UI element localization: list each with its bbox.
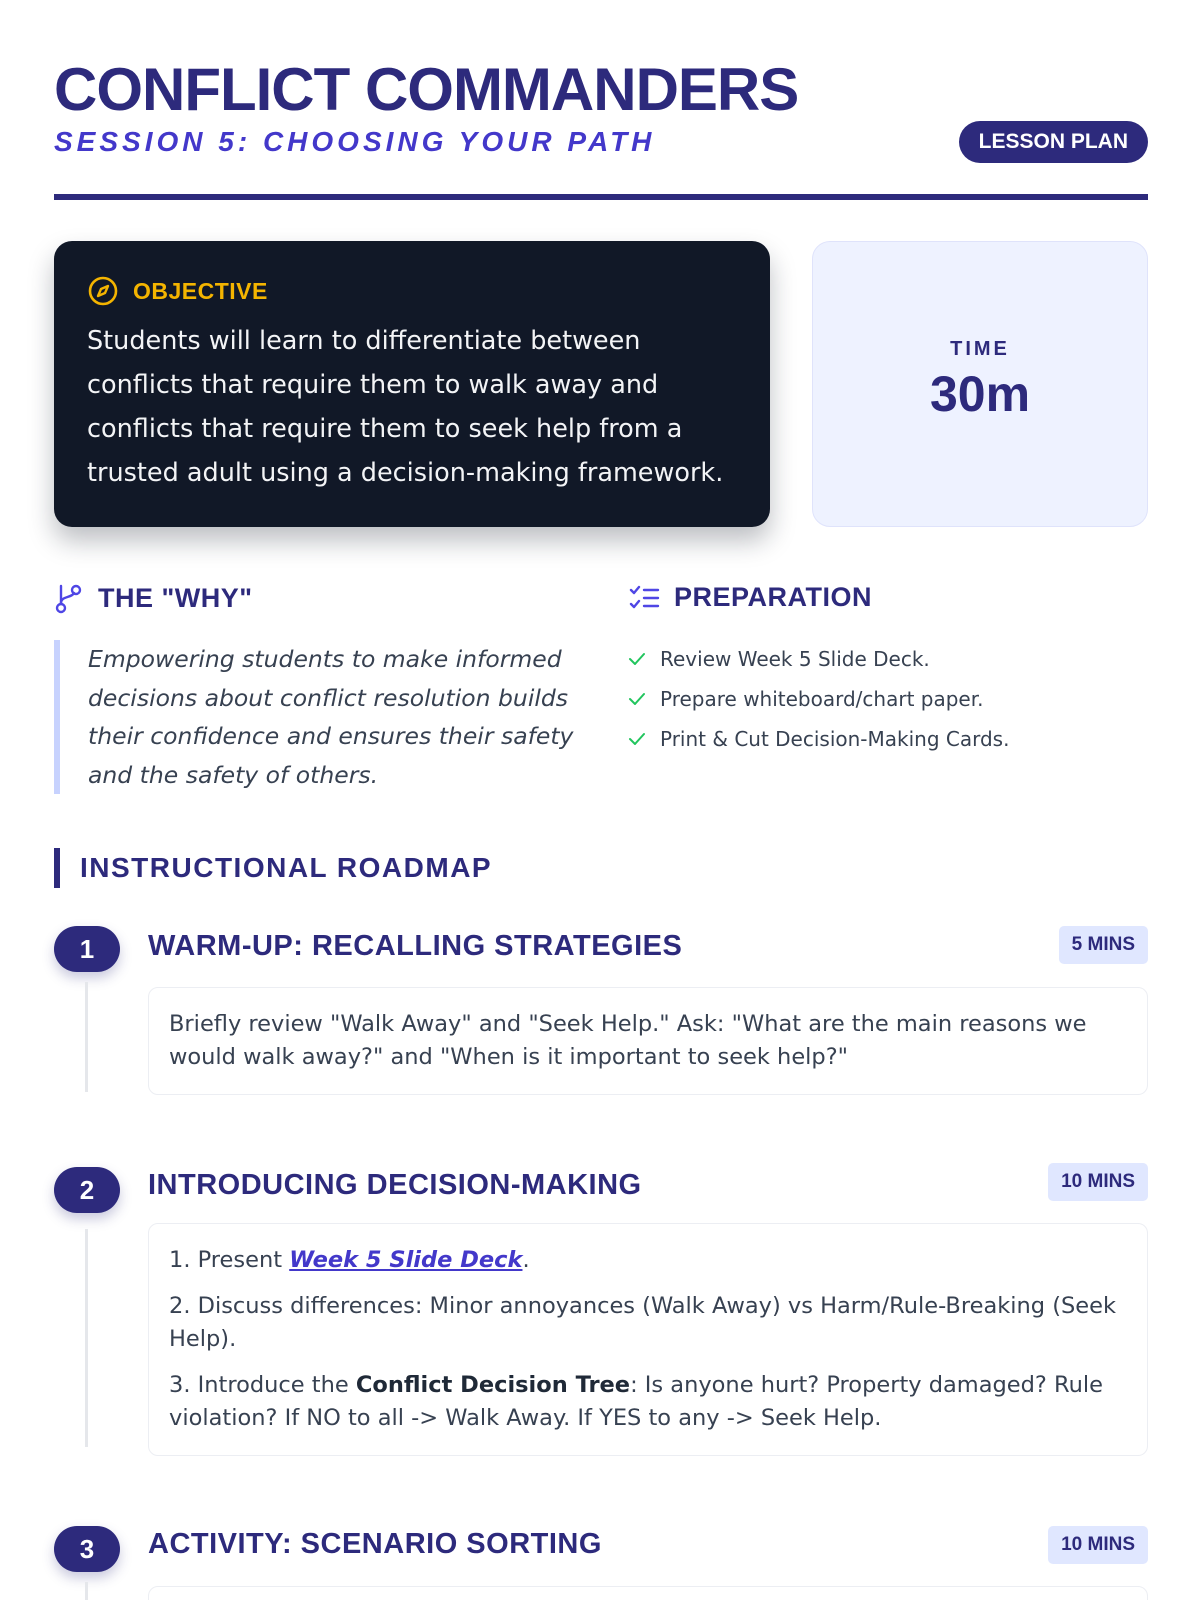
branch-icon	[54, 582, 84, 614]
timeline-line	[85, 1582, 88, 1600]
roadmap-heading: INSTRUCTIONAL ROADMAP	[54, 848, 492, 888]
why-heading-label: THE "WHY"	[98, 582, 253, 613]
list-item	[628, 639, 1148, 679]
step-card	[148, 1586, 1148, 1600]
compass-icon	[87, 275, 119, 307]
preparation-section	[628, 582, 1148, 759]
time-value: 30m	[929, 366, 1031, 422]
time-label: TIME	[950, 338, 1010, 360]
duration-badge: 10 MINS	[1048, 1163, 1148, 1201]
duration-badge: 5 MINS	[1059, 926, 1148, 964]
timeline-line	[85, 1229, 88, 1447]
objective-card	[54, 241, 770, 527]
step-title: ACTIVITY: SCENARIO SORTING	[148, 1528, 602, 1560]
step-card	[148, 1223, 1148, 1456]
step-number: 3	[54, 1526, 120, 1572]
roadmap-step-1	[54, 926, 1148, 1126]
checklist-icon	[628, 583, 660, 613]
roadmap-step-2	[54, 1163, 1148, 1493]
lesson-plan-badge: LESSON PLAN	[959, 121, 1148, 163]
why-heading	[54, 582, 594, 614]
list-item	[628, 679, 1148, 719]
page-subtitle: SESSION 5: CHOOSING YOUR PATH	[54, 126, 656, 157]
time-card	[812, 241, 1148, 527]
preparation-item-text: Review Week 5 Slide Deck.	[660, 647, 930, 671]
objective-text: Students will learn to differentiate between conflicts that require them to walk away and conflicts that require them to seek help from a trusted adult using a decision-making framework.	[87, 326, 724, 488]
step-text-suffix: .	[522, 1247, 530, 1273]
step-text-line-1	[169, 1244, 1127, 1277]
why-section	[54, 582, 594, 794]
step-number: 1	[54, 926, 120, 972]
objective-label: OBJECTIVE	[133, 277, 268, 304]
step-title: WARM-UP: RECALLING STRATEGIES	[148, 930, 683, 962]
step-text-prefix: 1. Present	[169, 1247, 290, 1273]
step-text-prefix: 3. Introduce the	[169, 1372, 356, 1398]
page-header	[54, 58, 1148, 158]
step-card	[148, 987, 1148, 1095]
preparation-heading	[628, 582, 1148, 613]
list-item	[628, 719, 1148, 759]
step-text-line-3	[169, 1369, 1127, 1435]
duration-badge: 10 MINS	[1048, 1526, 1148, 1564]
step-number: 2	[54, 1167, 120, 1213]
page-title: CONFLICT COMMANDERS	[54, 56, 799, 123]
step-text-suffix: : Is anyone hurt? Property damaged? Rule violation? If NO to all -> Walk Away. If YES to any -> Seek Help.	[169, 1372, 1103, 1431]
why-quote: Empowering students to make informed decisions about conflict resolution builds their confidence and ensures their safety and the safety of others.	[54, 640, 594, 794]
roadmap-step-3	[54, 1526, 1148, 1600]
check-icon	[628, 647, 660, 671]
step-text-line-2: 2. Discuss differences: Minor annoyances (Walk Away) vs Harm/Rule-Breaking (Seek Help).	[169, 1293, 1117, 1352]
step-text: Briefly review "Walk Away" and "Seek Help." Ask: "What are the main reasons we would walk away?" and "When is it important to seek help?"	[169, 1011, 1087, 1070]
preparation-item-text: Prepare whiteboard/chart paper.	[660, 687, 984, 711]
header-divider	[54, 194, 1148, 200]
step-title: INTRODUCING DECISION-MAKING	[148, 1169, 642, 1201]
check-icon	[628, 687, 660, 711]
objective-heading	[87, 275, 737, 307]
slide-deck-link[interactable]: Week 5 Slide Deck	[289, 1247, 523, 1273]
preparation-list	[628, 639, 1148, 759]
timeline-line	[85, 982, 88, 1092]
preparation-heading-label: PREPARATION	[674, 582, 873, 612]
check-icon	[628, 727, 660, 751]
preparation-item-text: Print & Cut Decision-Making Cards.	[660, 727, 1010, 751]
decision-tree-term: Conflict Decision Tree	[355, 1372, 631, 1398]
